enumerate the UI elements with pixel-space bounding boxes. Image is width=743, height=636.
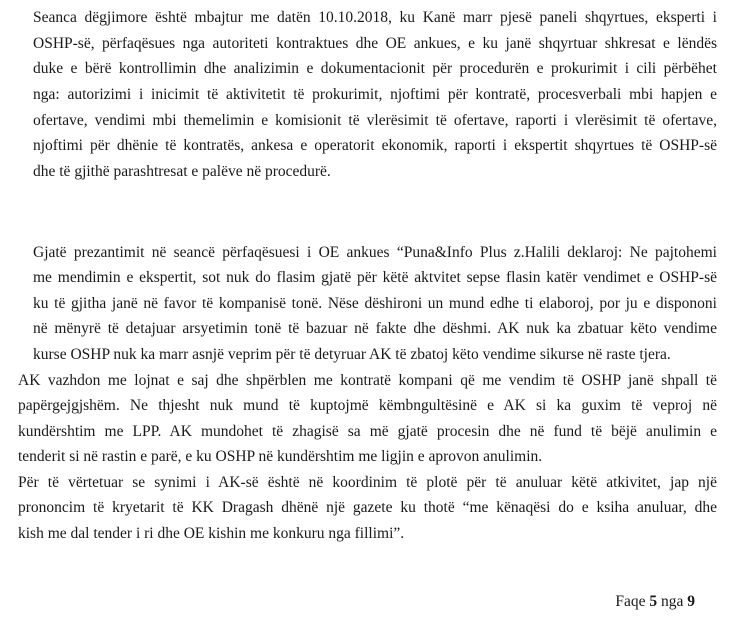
- page-number-current: 5: [649, 593, 658, 610]
- page-number-total: 9: [687, 593, 695, 610]
- text-line: prononcim të kryetarit të KK Dragash dhënë një gazete ku thotë “me kënaqësi do e ksiha anuluar, dhe: [18, 499, 717, 516]
- text-line: në mënyrë të detajuar arsyetimin tonë të bazuar në fakte dhe dëshmi. AK nuk ka zbatuar këto vendime: [33, 320, 717, 337]
- text-line: tenderit si në rastin e parë, e ku OSHP në kundërshtim me ligjin e aprovon anulimin.: [18, 448, 543, 465]
- text-line: papërgejgjshëm. Ne thjesht nuk mund të kuptojmë këmbngultësinë e AK si ka guxim të veproj në: [18, 397, 717, 414]
- text-line: kurse OSHP nuk ka marr asnjë veprim për të detyruar AK të zbatoj këto vendime sikurse në raste tjera.: [33, 346, 671, 363]
- page-number: [615, 592, 695, 612]
- text-line: ku të gjitha janë në favor të kompanisë tonë. Nëse dëshironi un mund edhe ti elaboroj, por ju e dispononi: [33, 295, 717, 312]
- page-number-middle: nga: [657, 593, 688, 610]
- page-number-prefix: Faqe: [615, 593, 650, 610]
- text-line: kundërshtim me LPP. AK mundohet të zhagisë sa më gjatë procesin dhe në fund të bëjë anulimin e: [18, 423, 717, 440]
- text-line: njoftimi për dhënie të kontratës, ankesa e operatorit ekonomik, raporti i ekspertit shqyrtues të OSHP-së: [33, 137, 717, 154]
- text-line: AK vazhdon me lojnat e saj dhe shpërblen me kontratë kompani që me vendim të OSHP janë shpall të: [18, 372, 717, 389]
- text-line: dhe të gjithë parashtresat e palëve në procedurë.: [33, 163, 331, 180]
- text-line: Për të vërtetuar se synimi i AK-së është në koordinim të plotë për të anuluar këtë atkivitet, jap një: [18, 474, 717, 491]
- text-line: Seanca dëgjimore është mbajtur me datën 10.10.2018, ku Kanë marr pjesë paneli shqyrtues, eksperti i: [33, 9, 717, 26]
- text-line: nga: autorizimi i inicimit të aktivitetit të prokurimit, njoftimi për kontratë, procesverbali mbi hapjen e: [33, 86, 717, 103]
- text-line: Gjatë prezantimit në seancë përfaqësuesi i OE ankues “Puna&Info Plus z.Halili deklaroj: Ne pajtohemi: [33, 244, 717, 261]
- text-line: duke e bërë kontrollimin dhe analizimin e dokumentacionit për procedurën e prokurimit i cili përbëhet: [33, 60, 717, 77]
- text-line: ofertave, vendimi mbi themelimin e komisionit të vlerësimit të ofertave, raporti i vlerësimit të ofertave,: [33, 112, 717, 129]
- text-line: OSHP-së, përfaqësues nga autoriteti kontraktues dhe OE ankues, e ku janë shqyrtuar shkresat e lëndës: [33, 35, 717, 52]
- text-line: kish me dal tender i ri dhe OE kishin me konkuru nga fillimi”.: [18, 525, 405, 542]
- text-line: me mendimin e ekspertit, sot nuk do flasim gjatë për këtë aktvitet sepse flasin katër vendimet e OSHP-së: [33, 269, 717, 286]
